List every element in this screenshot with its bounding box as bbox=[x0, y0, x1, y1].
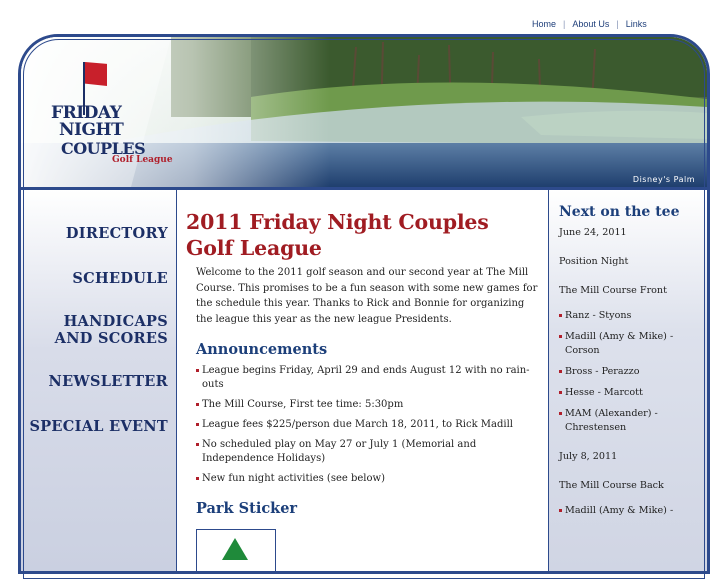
pairings-list bbox=[559, 309, 699, 435]
sidebar-item-directory[interactable]: DIRECTORY bbox=[65, 225, 168, 242]
nav-links-link[interactable]: Links bbox=[625, 19, 647, 29]
tee-schedule bbox=[559, 226, 699, 533]
photo-caption: Disney's Palm bbox=[632, 175, 695, 184]
list-item: The Mill Course, First tee time: 5:30pm bbox=[196, 398, 541, 412]
list-item: No scheduled play on May 27 or July 1 (Memorial and Independence Holidays) bbox=[196, 438, 541, 466]
list-item: Bross - Perazzo bbox=[559, 365, 699, 379]
nav-separator: | bbox=[563, 19, 566, 29]
tee-date: July 8, 2011 bbox=[559, 451, 618, 462]
list-item: League begins Friday, April 29 and ends August 12 with no rain-outs bbox=[196, 364, 541, 392]
tee-date: June 24, 2011 bbox=[559, 227, 627, 238]
column-divider bbox=[176, 190, 177, 574]
list-item: Madill (Amy & Mike) - Corson bbox=[559, 330, 699, 358]
logo-text-friday: FRIDAY bbox=[51, 103, 122, 123]
logo-text-couples: COUPLES bbox=[61, 139, 146, 158]
tree-icon bbox=[222, 538, 248, 560]
logo-text-golf-league: Golf League bbox=[112, 155, 173, 165]
logo-text-night: NIGHT bbox=[59, 120, 124, 140]
list-item: New fun night activities (see below) bbox=[196, 472, 541, 486]
sidebar-item-special-event[interactable]: SPECIAL EVENT bbox=[29, 418, 168, 435]
page-frame bbox=[18, 34, 710, 574]
park-sticker-heading: Park Sticker bbox=[196, 500, 298, 517]
sidebar-item-handicaps[interactable]: HANDICAPS bbox=[63, 313, 168, 330]
right-sidebar bbox=[549, 190, 707, 574]
list-item: MAM (Alexander) - Chrestensen bbox=[559, 407, 699, 435]
left-sidebar-nav bbox=[21, 190, 176, 574]
list-item: League fees $225/person due March 18, 2011, to Rick Madill bbox=[196, 418, 541, 432]
top-navigation bbox=[532, 19, 647, 29]
main-content bbox=[186, 209, 541, 574]
nav-home-link[interactable]: Home bbox=[532, 19, 557, 29]
tee-course: The Mill Course Front bbox=[559, 285, 667, 296]
list-item: Madill (Amy & Mike) - bbox=[559, 504, 699, 518]
intro-paragraph: Welcome to the 2011 golf season and our second year at The Mill Course. This promises to be a fun season with some new games for the schedule this year. Thanks to Rick and Bonnie for organizing the league this year as the new league Presidents. bbox=[196, 267, 538, 325]
sidebar-item-scores[interactable]: AND SCORES bbox=[54, 330, 168, 347]
announcements-heading: Announcements bbox=[196, 341, 328, 358]
sidebar-item-newsletter[interactable]: NEWSLETTER bbox=[48, 373, 168, 390]
sidebar-item-schedule[interactable]: SCHEDULE bbox=[72, 270, 168, 287]
next-on-tee-heading: Next on the tee bbox=[559, 204, 680, 220]
nav-about-link[interactable]: About Us bbox=[572, 19, 610, 29]
golf-flag-icon bbox=[85, 62, 107, 86]
tee-course: The Mill Course Back bbox=[559, 480, 664, 491]
tee-event: Position Night bbox=[559, 256, 629, 267]
announcements-list bbox=[196, 364, 541, 486]
park-sticker-image bbox=[196, 529, 276, 574]
nav-separator: | bbox=[616, 19, 619, 29]
page-title: 2011 Friday Night Couples Golf League bbox=[186, 210, 489, 260]
header-banner bbox=[21, 37, 707, 190]
list-item: Hesse - Marcott bbox=[559, 386, 699, 400]
list-item: Ranz - Styons bbox=[559, 309, 699, 323]
pairings-list bbox=[559, 504, 699, 518]
